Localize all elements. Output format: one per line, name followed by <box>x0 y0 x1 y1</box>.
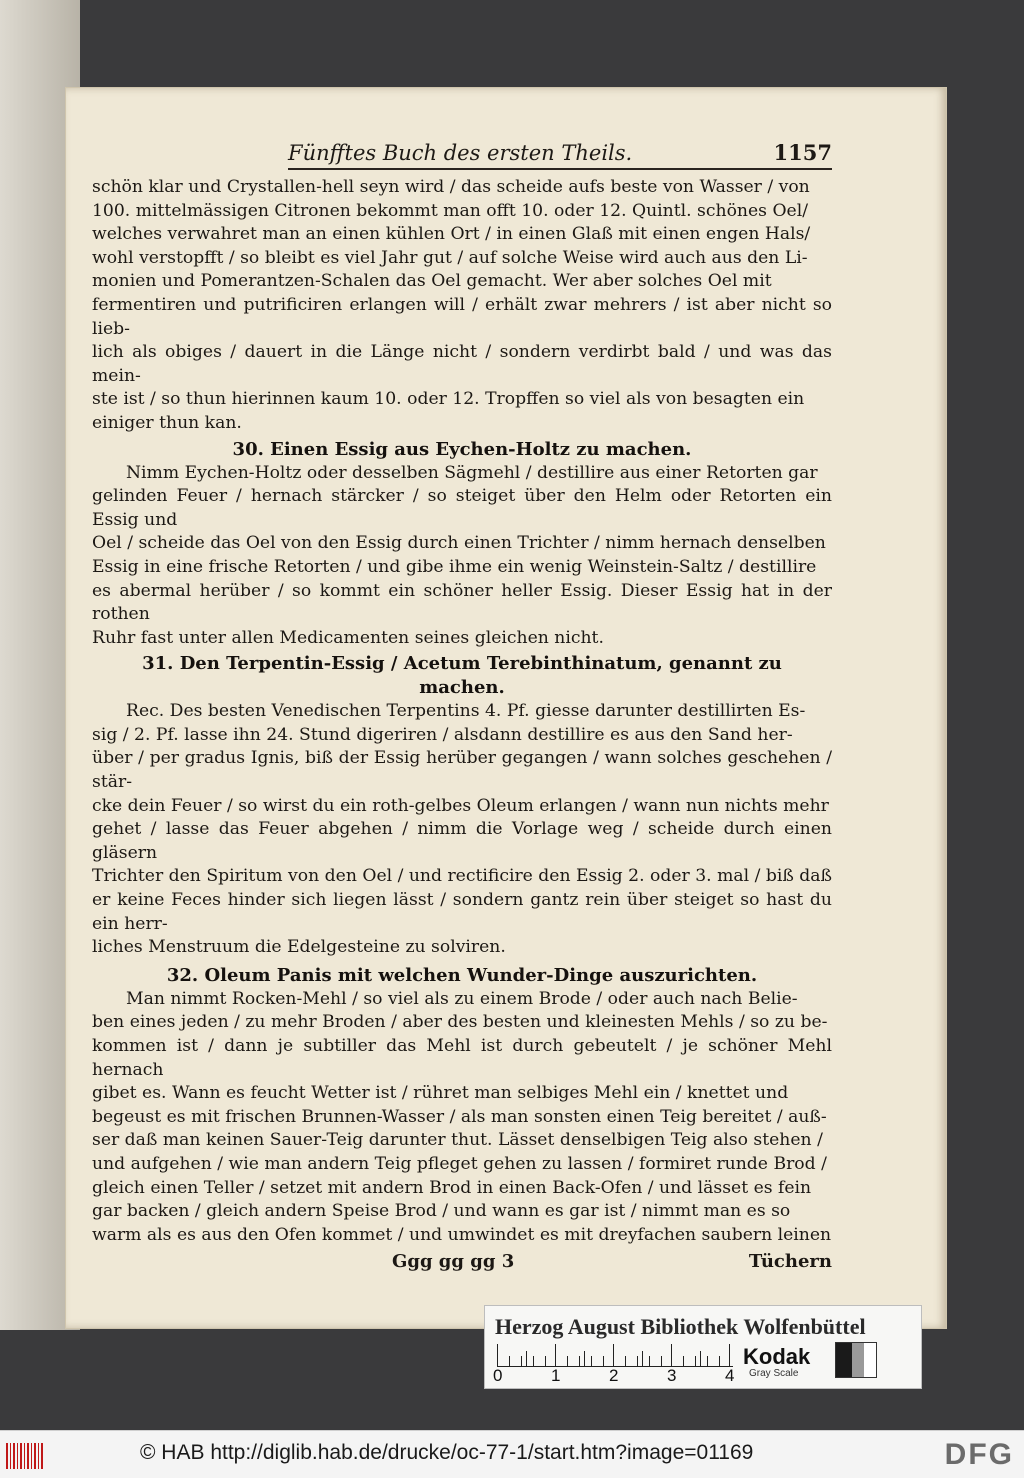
scale-number: 4 <box>725 1366 735 1385</box>
scale-number: 0 <box>493 1366 503 1385</box>
body-text <box>92 176 832 1247</box>
text-line: und aufgehen / wie man andern Teig pfleget gehen zu lassen / formiret runde Brod / <box>92 1153 827 1174</box>
ruler-tick <box>707 1356 708 1366</box>
text-line: Man nimmt Rocken-Mehl / so viel als zu einem Brode / oder auch nach Belie- <box>126 988 798 1009</box>
text-line: cke dein Feuer / so wirst du ein roth-gelbes Oleum erlangen / wann nun nichts mehr <box>92 795 829 816</box>
text-line: fermentiren und putrificiren erlangen will / erhält zwar mehrers / ist aber nicht so lieb- <box>92 294 832 339</box>
text-line: gelinden Feuer / hernach stärcker / so steiget über den Helm oder Retorten ein Essig und <box>92 486 832 530</box>
section-heading-32: 32. Oleum Panis mit welchen Wunder-Dinge auszurichten. <box>166 964 758 986</box>
text-line: sig / 2. Pf. lasse ihn 24. Stund digeriren / alsdann destillire es aus den Sand her- <box>92 724 793 745</box>
section-heading-30: 30. Einen Essig aus Eychen-Holtz zu machen. <box>232 438 692 460</box>
ruler-tick <box>642 1351 643 1366</box>
barcode-icon <box>6 1443 44 1469</box>
ruler-tick <box>603 1356 604 1366</box>
text-line: 100. mittelmässigen Citronen bekommt man offt 10. oder 12. Quintl. schönes Oel/ <box>92 200 808 221</box>
ruler-tick <box>661 1356 662 1366</box>
text-line: gibet es. Wann es feucht Wetter ist / rühret man selbiges Mehl ein / knettet und <box>92 1083 789 1104</box>
page-content <box>92 140 832 1272</box>
text-line: gar backen / gleich andern Speise Brod / und wann es gar ist / nimmt man es so <box>92 1201 791 1222</box>
text-line: warm als es aus den Ofen kommet / und umwindet es mit dreyfachen saubern leinen <box>92 1224 832 1245</box>
text-line: Rec. Des besten Venedischen Terpentins 4. Pf. giesse darunter destillirten Es- <box>126 701 806 722</box>
scale-number: 2 <box>609 1366 619 1385</box>
ruler-tick <box>625 1356 626 1366</box>
text-line: kommen ist / dann je subtiller das Mehl ist durch gebeutelt / je schöner Mehl hernach <box>92 1036 832 1080</box>
ruler-tick <box>555 1344 556 1366</box>
text-line: schön klar und Crystallen-hell seyn wird / das scheide aufs beste von Wasser / von <box>92 177 810 197</box>
text-line: ser daß man keinen Sauer-Teig darunter thut. Lässet denselbigen Teig also stehen / <box>92 1130 823 1151</box>
ruler-tick <box>729 1344 730 1366</box>
ruler-tick <box>683 1356 684 1366</box>
ruler-tick <box>671 1344 672 1366</box>
kodak-logo: Kodak <box>743 1344 811 1369</box>
source-link[interactable]: © HAB http://diglib.hab.de/drucke/oc-77-1/start.htm?image=01169 <box>140 1441 754 1464</box>
scale-number: 1 <box>551 1366 561 1385</box>
text-line: wohl verstopfft / so bleibt es viel Jahr gut / auf solche Weise wird auch aus den Li- <box>92 247 808 268</box>
text-line: ste ist / so thun hierinnen kaum 10. oder 12. Tropffen so viel als von besagten ein <box>92 389 805 410</box>
text-line: ben eines jeden / zu mehr Broden / aber des besten und kleinesten Mehls / so zu be- <box>92 1012 828 1033</box>
ruler-tick <box>700 1351 701 1366</box>
ruler-tick <box>579 1356 580 1366</box>
ruler <box>497 1344 733 1367</box>
ruler-tick <box>545 1356 546 1366</box>
text-line: welches verwahret man an einen kühlen Ort / in einen Glaß mit einen engen Hals/ <box>92 224 811 245</box>
gray-swatch <box>835 1342 877 1378</box>
ruler-tick <box>509 1356 510 1366</box>
text-line: er keine Feces hinder sich liegen lässt / sondern gantz rein über steiget so hast du ein herr- <box>92 890 832 934</box>
text-line: Trichter den Spiritum von den Oel / und rectificire den Essig 2. oder 3. mal / biß daß <box>92 866 833 887</box>
footer-bar <box>0 1430 1024 1478</box>
book-page <box>66 88 946 1328</box>
text-line: es abermal herüber / so kommt ein schöner heller Essig. Dieser Essig hat in der rothen <box>92 580 832 625</box>
page-footer-line <box>92 1251 832 1272</box>
text-line: einiger thun kan. <box>92 412 242 433</box>
text-line: gleich einen Teller / setzet mit andern Brod in einen Back-Ofen / und lässet es fein <box>92 1177 812 1198</box>
text-line: Essig in eine frische Retorten / und gibe ihme ein wenig Weinstein-Saltz / destillire <box>92 556 817 577</box>
gray-scale-label: Gray Scale <box>749 1368 799 1379</box>
ruler-tick <box>695 1356 696 1366</box>
ruler-tick <box>637 1356 638 1366</box>
text-line: liches Menstruum die Edelgesteine zu solviren. <box>92 937 506 958</box>
scale-number: 3 <box>667 1366 677 1385</box>
ruler-tick <box>526 1351 527 1366</box>
text-line: gehet / lasse das Feuer abgehen / nimm die Vorlage weg / scheide durch einen gläsern <box>92 819 832 863</box>
text-line: begeust es mit frischen Brunnen-Wasser / als man sonsten einen Teig bereitet / auß- <box>92 1106 827 1127</box>
page-number: 1157 <box>773 140 832 165</box>
ruler-tick <box>613 1344 614 1366</box>
section-heading-31-cont: machen. <box>419 677 505 699</box>
running-header <box>288 140 832 170</box>
color-scale-card <box>484 1305 922 1389</box>
ruler-tick <box>567 1356 568 1366</box>
library-name: Herzog August Bibliothek Wolfenbüttel <box>495 1314 866 1339</box>
signature-mark: Ggg gg gg 3 <box>392 1251 515 1273</box>
text-line: über / per gradus Ignis, biß der Essig herüber gegangen / wann solches geschehen / stär- <box>92 748 832 793</box>
text-line: Oel / scheide das Oel von den Essig durch einen Trichter / nimm hernach denselben <box>92 533 826 554</box>
text-line: monien und Pomerantzen-Schalen das Oel gemacht. Wer aber solches Oel mit <box>92 271 772 292</box>
text-line: Nimm Eychen-Holtz oder desselben Sägmehl / destillire aus einer Retorten gar <box>126 462 818 483</box>
ruler-tick <box>649 1356 650 1366</box>
ruler-tick <box>497 1344 498 1366</box>
ruler-tick <box>719 1356 720 1366</box>
text-line: Ruhr fast unter allen Medicamenten seines gleichen nicht. <box>92 627 604 648</box>
catchword: Tüchern <box>748 1251 832 1273</box>
text-line: lich als obiges / dauert in die Länge nicht / sondern verdirbt bald / und was das mein- <box>92 342 832 386</box>
ruler-tick <box>521 1356 522 1366</box>
section-heading-31: 31. Den Terpentin-Essig / Acetum Terebinthinatum, genannt zu <box>142 653 782 675</box>
running-title: Fünfftes Buch des ersten Theils. <box>288 141 633 165</box>
ruler-tick <box>584 1351 585 1366</box>
ruler-tick <box>591 1356 592 1366</box>
dfg-logo: DFG <box>944 1438 1014 1471</box>
ruler-tick <box>533 1356 534 1366</box>
